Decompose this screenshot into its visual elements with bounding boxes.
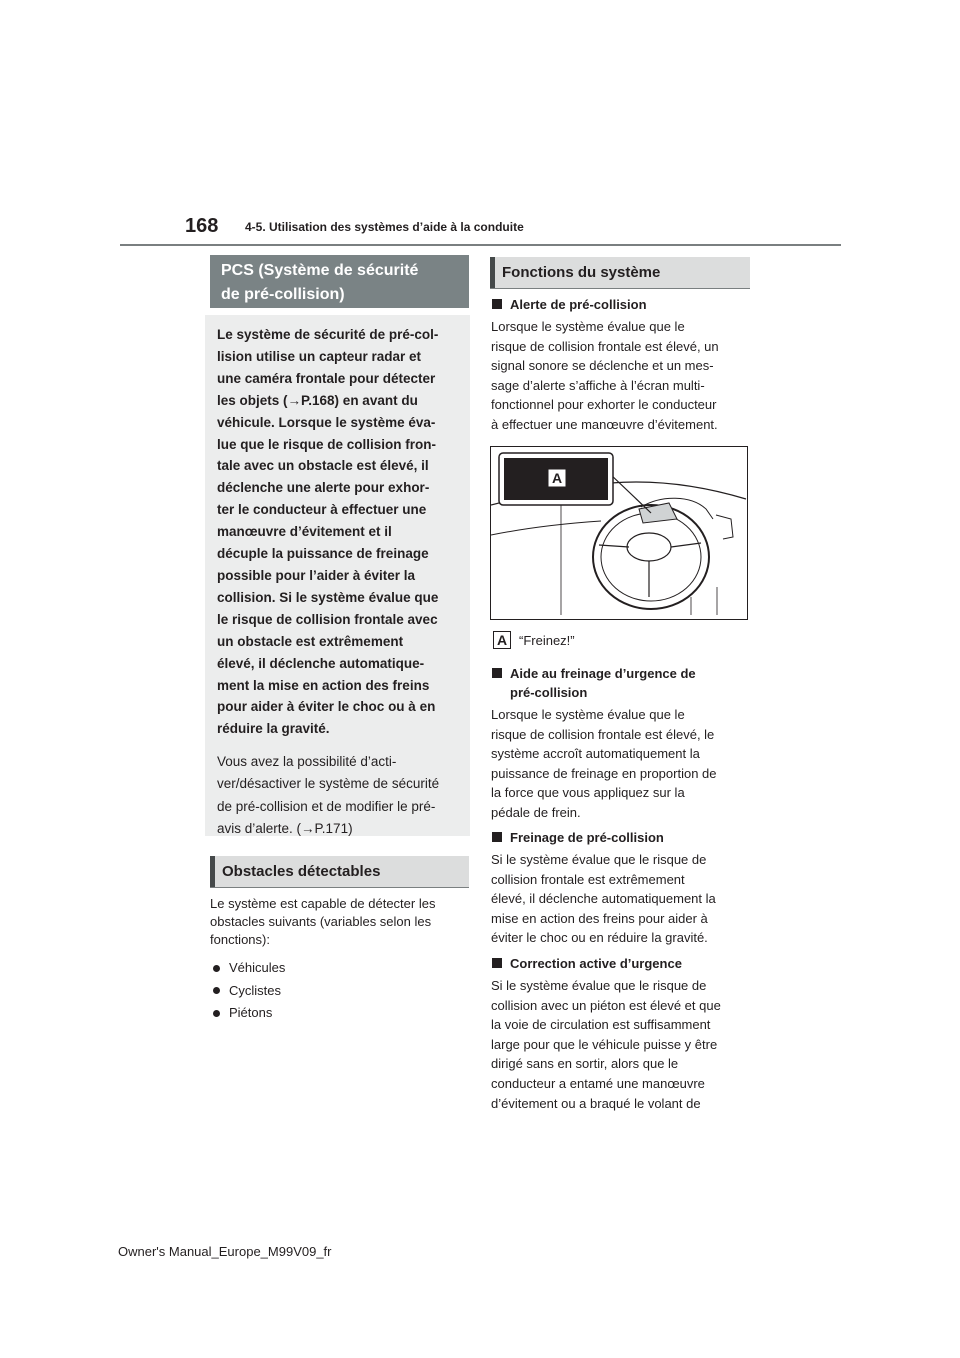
- text-line: large pour que le véhicule puisse y être: [491, 1036, 718, 1052]
- footer-label: Owner's Manual_Europe_M99V09_fr: [118, 1244, 332, 1259]
- pcs-banner: [210, 255, 469, 308]
- text-line: Si le système évalue que le risque de: [491, 852, 707, 867]
- intro-line: ment la mise en action des freins: [217, 677, 430, 693]
- title-line: Aide au freinage d’urgence de: [510, 666, 696, 681]
- square-bullet-icon: [492, 299, 502, 309]
- intro-line: réduire la gravité.: [217, 721, 330, 737]
- intro-line: un obstacle est extrêmement: [217, 633, 404, 649]
- text-line: signal sonore se déclenche et un mes-: [491, 358, 714, 374]
- text-line: Si le système évalue que le risque de: [491, 978, 707, 993]
- caption-label: A: [493, 631, 511, 649]
- feature-alert: [491, 295, 753, 435]
- text-line: puissance de freinage en proportion de: [491, 765, 717, 781]
- list-item: [213, 957, 285, 980]
- pcs-intro: [217, 324, 456, 740]
- pcs-title-line: PCS (Système de sécurité: [221, 262, 419, 279]
- bullet-icon: [213, 1010, 220, 1017]
- obstacle-label: Piétons: [229, 1005, 273, 1020]
- feature-title: [491, 954, 753, 973]
- intro-line: Le système de sécurité de pré-col-: [217, 327, 439, 342]
- text-line: conducteur a entamé une manœuvre: [491, 1075, 705, 1091]
- header-rule: [120, 244, 841, 246]
- pcs-intro-box: [205, 315, 470, 836]
- feature-title-text: Correction active d’urgence: [510, 956, 682, 971]
- intro-line: lision utilise un capteur radar et: [217, 348, 422, 364]
- text-line: collision avec un piéton est élevé et que: [491, 997, 721, 1013]
- bullet-icon: [213, 965, 220, 972]
- obstacles-heading-rule: [210, 887, 469, 888]
- feature-title: [491, 828, 753, 847]
- caption-text: “Freinez!”: [519, 632, 575, 648]
- note-line: de pré-collision et de modifier le pré-: [217, 798, 436, 814]
- feature-text: [491, 317, 753, 435]
- illustration-caption: [493, 631, 575, 649]
- intro-line: le risque de collision frontale avec: [217, 611, 438, 627]
- square-bullet-icon: [492, 958, 502, 968]
- page-number: 168: [185, 215, 219, 237]
- feature-text: [491, 850, 753, 948]
- intro-line: déclenche une alerte pour exhor-: [217, 480, 430, 496]
- text-line: d’évitement ou a braqué le volant de: [491, 1095, 701, 1111]
- feature-title-text: Freinage de pré-collision: [510, 830, 664, 845]
- intro-line: tale avec un obstacle est élevé, il: [217, 458, 429, 474]
- functions-heading-rule: [490, 288, 750, 289]
- pcs-note: [217, 751, 456, 840]
- feature-title-text: Alerte de pré-collision: [510, 297, 647, 312]
- text-line: éviter le choc ou en réduire la gravité.: [491, 930, 708, 946]
- text-line: risque de collision frontale est élevé, le: [491, 726, 715, 742]
- intro-line: ter le conducteur à effectuer une: [217, 502, 427, 518]
- text-line: la voie de circulation est suffisamment: [491, 1017, 711, 1033]
- intro-line: possible pour l’aider à éviter la: [217, 567, 416, 583]
- intro-line: collision. Si le système évalue que: [217, 589, 439, 605]
- text-line: pédale de frein.: [491, 804, 581, 820]
- steering-wheel-illustration: [491, 447, 747, 619]
- intro-line: lue que le risque de collision fron-: [217, 436, 437, 452]
- functions-heading: Fonctions du système: [490, 257, 750, 288]
- text-line: à effectuer une manœuvre d’évitement.: [491, 416, 718, 432]
- pcs-title-line: de pré-collision): [221, 286, 345, 303]
- note-line: ver/désactiver le système de sécurité: [217, 776, 440, 792]
- text-line: Lorsque le système évalue que le: [491, 707, 685, 722]
- text-line: sage d’alerte s’affiche à l’écran multi-: [491, 377, 705, 393]
- text-line: mise en action des freins pour aider à: [491, 910, 708, 926]
- square-bullet-icon: [492, 668, 502, 678]
- feature-text: [491, 976, 753, 1113]
- text-line: risque de collision frontale est élevé, un: [491, 338, 719, 354]
- text-line: Lorsque le système évalue que le: [491, 319, 685, 334]
- feature-title-text: [510, 664, 696, 702]
- feature-title: [491, 295, 753, 314]
- obstacles-text: Le système est capable de détecter les obstacles suivants (variables selon les fonctions):: [210, 896, 436, 947]
- text-line: fonctionnel pour exhorter le conducteur: [491, 397, 717, 413]
- intro-line: décuple la puissance de freinage: [217, 546, 429, 562]
- intro-line: les objets (→P.168) en avant du: [217, 392, 418, 408]
- section-title: 4-5. Utilisation des systèmes d’aide à la conduite: [245, 220, 524, 234]
- obstacle-label: Cyclistes: [229, 982, 282, 998]
- list-item: [213, 980, 285, 1003]
- feature-title: [491, 664, 753, 702]
- note-line: Vous avez la possibilité d’acti-: [217, 754, 397, 770]
- text-line: dirigé sans en sortir, alors que le: [491, 1056, 679, 1072]
- text-line: la force que vous appliquez sur la: [491, 785, 685, 801]
- intro-line: élevé, il déclenche automatique-: [217, 655, 425, 671]
- feature-text: [491, 705, 753, 823]
- obstacle-label: Véhicules: [229, 960, 286, 975]
- feature-braking: [491, 828, 753, 948]
- intro-line: véhicule. Lorsque le système éva-: [217, 414, 436, 430]
- obstacle-list: [213, 957, 285, 1025]
- list-item: [213, 1002, 285, 1025]
- callout-label: A: [551, 470, 563, 486]
- obstacles-heading: Obstacles détectables: [210, 856, 469, 887]
- feature-steering: [491, 954, 753, 1113]
- text-line: collision frontale est extrêmement: [491, 871, 685, 887]
- intro-line: pour aider à éviter le choc ou à en: [217, 699, 436, 715]
- feature-brake-assist: [491, 664, 753, 823]
- bullet-icon: [213, 987, 220, 994]
- text-line: système accroît automatiquement la: [491, 746, 700, 762]
- intro-line: une caméra frontale pour détecter: [217, 370, 436, 386]
- square-bullet-icon: [492, 832, 502, 842]
- title-line: pré-collision: [510, 685, 588, 700]
- note-line: avis d’alerte. (→P.171): [217, 820, 353, 836]
- text-line: élevé, il déclenche automatiquement la: [491, 891, 716, 907]
- intro-line: manœuvre d’évitement et il: [217, 524, 392, 540]
- dashboard-illustration: [490, 446, 748, 620]
